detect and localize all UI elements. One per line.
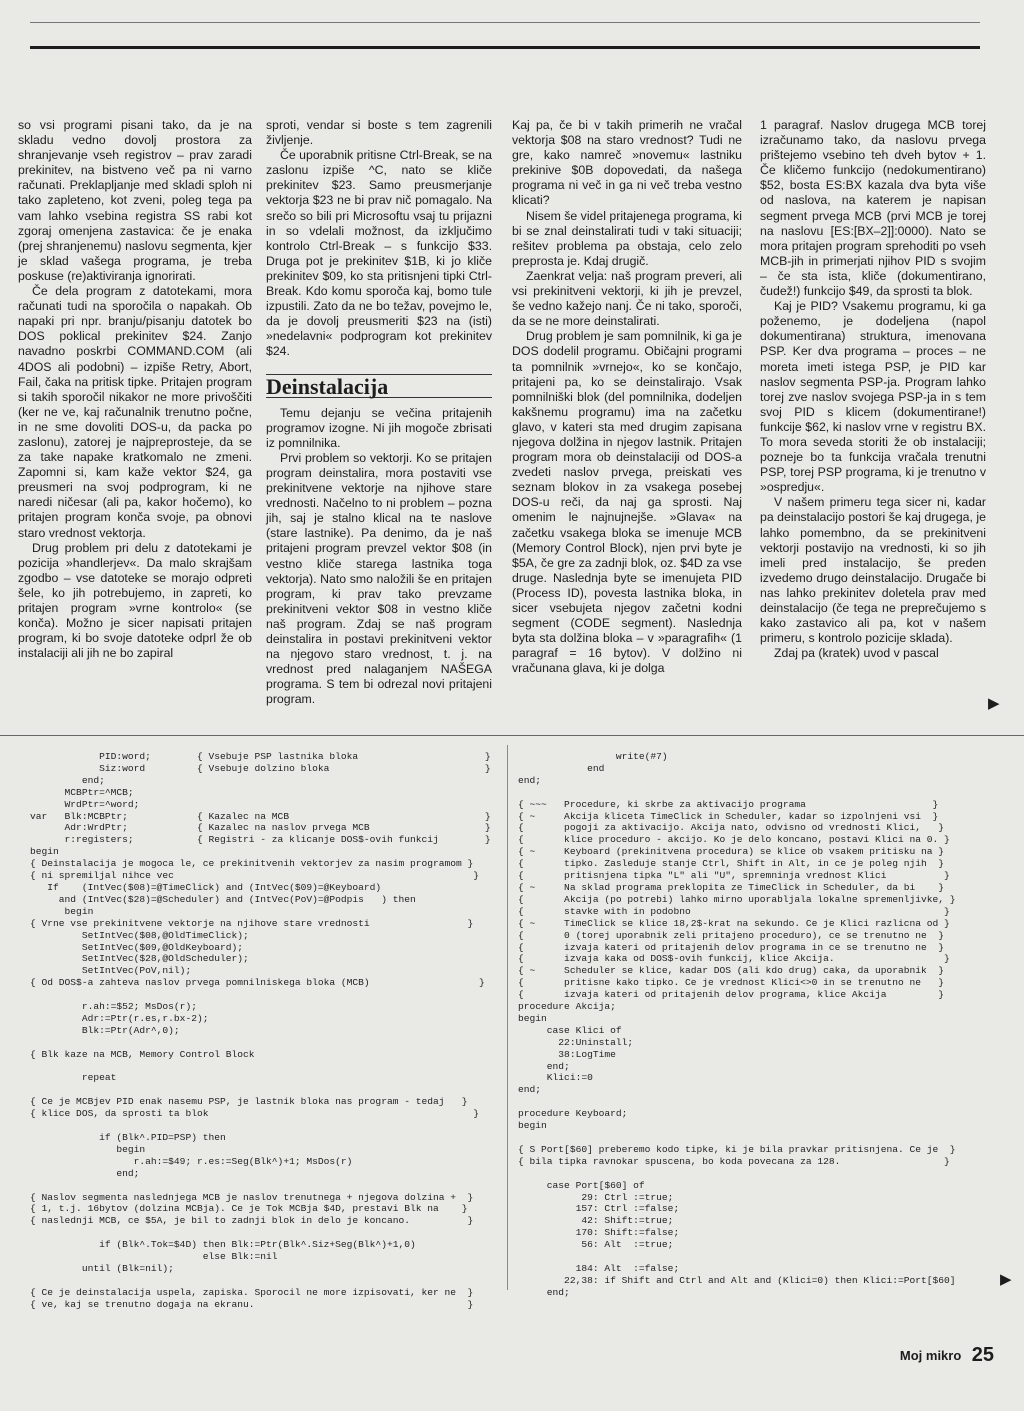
paragraph: so vsi programi pisani tako, da je na skladu vedno dovolj prostora za shranjevanje vseh registrov – prav zaradi prekinitev, na bistveno več pa ni varno računati. Preklapljanje med skladi sploh ni tako zapleteno, kot zveni, poleg tega pa vam lahko vsebina registra SS rabi kot zgoraj omenjena zastavica: če je enaka (prej shranjenemu) naslovu segmenta, kjer je sklad vašega programa, je treba poskuse (re)aktiviranja ignorirati.: [18, 118, 252, 283]
article-column-1: [18, 118, 252, 661]
paragraph: 1 paragraf. Naslov drugega MCB torej izračunamo tako, da naslovu prvega prištejemo vsebino teh dveh bytov + 1. Če kličemo funkcijo (nedokumentirano) $52, bosta ES:BX kazala dva byta više od naslova, na katerem je napisan segment prvega MCB (prvi MCB je torej na naslovu [ES:[BX–2]]:0000). Nato se mora pritajen program sprehoditi po vseh MCB-jih in primerjati njihov PID s svojim – če sta ista, kliče (dokumentirano, čudež!) funkcijo $49, da sprosti ta blok.: [760, 118, 986, 299]
magazine-name: Moj mikro: [899, 1348, 962, 1363]
paragraph: sproti, vendar si boste s tem zagrenili življenje.: [266, 118, 492, 148]
code-listing-left: PID:word; { Vsebuje PSP lastnika bloka } Siz:word { Vsebuje dolzino bloka } end; MCBPtr=^MCB; WrdPtr=^word; var Blk:MCBPtr; { Kazalec na MCB } Adr:WrdPtr; { Kazalec na naslov prvega MCB } r:registers; { Registri - za klicanje DOS$-ovih funkcij } begin { Deinstalacija je mogoca le, ce prekinitvenih vektorjev za nasim programom } { ni spremiljal nihce vec } If (IntVec($08)=@TimeClick) and (IntVec($09)=@Keyboard) and (IntVec($28)=@Scheduler) and (IntVec(PoV)=@Podpis ) then begin { Vrne vse prekinitvene vektorje na njihove stare vrednosti } SetIntVec($08,@OldTimeClick); SetIntVec($09,@OldKeyboard); SetIntVec($28,@OldScheduler); SetIntVec(PoV,nil); { Od DOS$-a zahteva naslov prvega pomnilniskega bloka (MCB) } r.ah:=$52; MsDos(r); Adr:=Ptr(r.es,r.bx-2); Blk:=Ptr(Adr^,0); { Blk kaze na MCB, Memory Control Block repeat { Ce je MCBjev PID enak nasemu PSP, je lastnik bloka nas program - tedaj } { klice DOS, da sprosti ta blok } if (Blk^.PID=PSP) then begin r.ah:=$49; r.es:=Seg(Blk^)+1; MsDos(r) end; { Naslov segmenta naslednjega MCB je naslov trenutnega + njegova dolzina + } { 1, t.j. 16bytov (dolzina MCBja). Ce je Tok MCBja $4D, prestavi Blk na } { naslednji MCB, ce $5A, je bil to zadnji blok in delo je koncano. } if (Blk^.Tok=$4D) then Blk:=Ptr(Blk^.Siz+Seg(Blk^)+1,0) else Blk:=nil until (Blk=nil); { Ce je deinstalacija uspela, zapiska. Sporocil ne more izpisovati, ker ne } { ve, kaj se trenutno dogaja na ekranu. }: [30, 751, 491, 1310]
top-rule: [30, 22, 980, 23]
article-column-2: [266, 118, 492, 707]
article-column-4: [760, 118, 986, 661]
header-rule: [30, 46, 980, 49]
paragraph: Če dela program z datotekami, mora računati tudi na sporočila o napakah. Ob napaki pri npr. branju/pisanju datotek bo DOS poklical prekinitev $24. Zanjo navadno poskrbi COMMAND.COM (ali 4DOS ali podobni) – izpiše Retry, Abort, Fail, čaka na pritisk tipke. Pritajen program si takih sporočil nikakor ne more privoščiti (ker ne ve, kaj računalnik trenutno počne, in ne sme dovoliti DOS-u, da packa po zaslonu), zatorej je najpreprosteje, da se za take napake kratkomalo ne zmeni. Zapomni si, kam kaže vektor $24, ga preusmeri na svoj podprogram, ki ne naredi ničesar (ali pa, kakor hočemo), ko pritajen program konča svoje, pa obnovi staro vrednost vektorja.: [18, 284, 252, 540]
code-continue-arrow-icon: ▶: [1000, 1271, 1012, 1288]
paragraph: Zdaj pa (kratek) uvod v pascal: [774, 646, 939, 661]
paragraph: Zaenkrat velja: naš program preveri, ali vsi prekinitveni vektorji, ki jih je prevzel, še vedno kažejo nanj. Če ni tako, sporoči, da se ne more deinstalirati.: [512, 268, 742, 329]
code-column-divider: [507, 745, 508, 1290]
continue-arrow-icon: ▶: [988, 695, 1000, 712]
paragraph: Nisem še videl pritajenega programa, ki bi se znal deinstalirati tudi v taki situaciji; rešitev problema pa obstaja, celo zelo preprosta je. Kdaj drugič.: [512, 208, 742, 268]
paragraph: Drug problem je sam pomnilnik, ki ga je DOS dodelil programu. Običajni programi ta pomnilnik »vrnejo«, ko se končajo, pritajeni pa, ko se deinstalirajo. Vsak pomnilniški blok (del pomnilnika, dodeljen kakšnemu programu) ima na začetku glavo, v kateri sta med drugim zapisana njegova dolžina in njegov lastnik. Pritajen program mora ob deinstalaciji od DOS-a zvedeti naslov prvega, preiskati ves seznam blokov in za vsakega posebej DOS-u reči, da naj ga sprosti. Naj omenim le najnujnejše. »Glava« na začetku vsakega bloka se imenuje MCB (Memory Control Block), njen prvi byte je $5A, če gre za zadnji blok, oz. $4D za vse druge. Naslednja byte se imenujeta PID (Process ID), povesta lastnika bloka, in sicer vsebujeta njegov začetni kodni segment (CODE segment). Naslednja byta sta dolžina bloka – v »paragrafih« (1 paragraf = 16 bytov). V dolžino ni vračunana glava, ki je dolga: [512, 329, 742, 676]
paragraph: Kaj je PID? Vsakemu programu, ki ga poženemo, je dodeljena (napol dokumentirana) struktura, imenovana PSP. Ker dva programa – proces – ne moreta imeti istega PSP, je PID kar naslov segmenta PSP-ja. Program lahko torej zve naslov svojega PSP-ja in s tem svoj PID s klicem (dokumentirane!) funkcije $62, ki naslov vrne v registru BX. To mora seveda storiti že ob instalaciji; pozneje bo ta funkcija vračala trenutni PSP, torej PSP programa, ki je trenutno v »ospredju«.: [760, 299, 986, 495]
code-listing-right: write(#7) end end; { ~~~ Procedure, ki skrbe za aktivacijo programa } { ~ Akcija kliceta TimeClick in Scheduler, kadar so izpolnjeni vsi } { pogoji za aktivacijo. Akcija nato, odvisno od vrednosti Klici, } { klice proceduro - akcijo. Ko je delo koncano, postavi Klici na 0. } { ~ Keyboard (prekinitvena procedura) se klice ob vsakem pritisku na } { tipko. Zasleduje stanje Ctrl, Shift in Alt, in ce je poleg njih } { pritisnjena tipka "L" ali "U", spremninja vrednost Klici } { ~ Na sklad programa preklopita ze TimeClick in Scheduler, da bi } { Akcija (po potrebi) lahko mirno uporabljala lokalne spremenljivke, } { stavke with in podobno } { ~ TimeClick se klice 18,2$-krat na sekundo. Ce je Klici razlicna od } { 0 (torej uporabnik zeli pritajeno proceduro), ce se trenutno ne } { izvaja kateri od pritajenih delov programa in ce se trenutno ne } { izvaja kaka od DOS$-ovih funkcij, klice Akcija. } { ~ Scheduler se klice, kadar DOS (ali kdo drug) caka, da uporabnik } { pritisne kako tipko. Ce je vrednost Klici<>0 in se trenutno ne } { izvaja kateri od pritajenih delov programa, klice Akcija } procedure Akcija; begin case Klici of 22:Uninstall; 38:LogTime end; Klici:=0 end; procedure Keyboard; begin { S Port[$60] preberemo kodo tipke, ki je bila pravkar pritisnjena. Ce je } { bila tipka ravnokar spuscena, bo koda povecana za 128. } case Port[$60] of 29: Ctrl :=true; 157: Ctrl :=false; 42: Shift:=true; 170: Shift:=false; 56: Alt :=true; 184: Alt :=false; 22,38: if Shift and Ctrl and Alt and (Klici=0) then Klici:=Port[$60] end;: [518, 751, 956, 1298]
paragraph: Če uporabnik pritisne Ctrl-Break, se na zaslonu izpiše ^C, nato se kliče prekinitev $23. Samo preusmerjanje vektorja $23 ne bi prav nič pomagalo. Na srečo so bili pri Microsoftu vsaj tu prijazni in so vdelali možnost, da izključimo kontrolo Ctrl-Break – s funkcijo $33. Druga pot je prekinitev $1B, ki jo kliče prekinitev $09, ko sta pritisnjeni tipki Ctrl-Break. Kdo komu sporoča kaj, bomo tule izpustili. Zato da ne bo težav, povejmo le, da je dovolj preusmeriti $23 na (isti) »nedelavni« podprogram kot prekinitev $24.: [266, 148, 492, 359]
page-number: 25: [971, 1344, 994, 1366]
paragraph: Kaj pa, če bi v takih primerih ne vračal vektorja $08 na staro vrednost? Tudi ne gre, kako namreč »novemu« lastniku prekinive $0B dopovedati, da našega programa ni več in ga ni več treba vestno klicati?: [512, 118, 742, 208]
paragraph: Temu dejanju se večina pritajenih programov izogne. Ni jih mogoče zbrisati iz pomnilnika.: [266, 405, 492, 450]
code-separator: [0, 735, 1024, 736]
paragraph: Prvi problem so vektorji. Ko se pritajen program deinstalira, mora postaviti vse prekinitvene vektorje na njihove stare vrednosti. Načelno to ni problem – pozna jih, saj je stalno klical na te naslove (stare lastnike). Pa denimo, da je naš pritajeni program prevzel vektor $08 (in vestno kliče starega lastnika toga vektorja). Nato smo naložili še en pritajen program, ki prav tako prevzame prekinitveni vektor $08 in vestno kliče naš program. Zdaj se naš program deinstalira in postavi prekinitveni vektor na njegovo staro vrednost, t. j. na vrednost pred nalaganjem NAŠEGA programa. S tem bi odrezal novi pritajeni program.: [266, 450, 492, 707]
article-column-3: [512, 118, 742, 676]
section-heading: Deinstalacija: [266, 374, 492, 398]
paragraph: V našem primeru tega sicer ni, kadar pa deinstalacijo postori še kaj drugega, je lahko pomembno, da se prekinitveni vektorji postavijo na vrednosti, ki so jih imeli pred instalacijo, še preden izvedemo drugo deinstalacijo. Drugače bi nas lahko prekinitev doletela prav med deinstalacijo (če tega ne preprečujemo s kako zastavico ali pa, kot v našem primeru, s kontrolo pozicije sklada).: [760, 495, 986, 646]
page-footer: [900, 1344, 994, 1367]
paragraph: Drug problem pri delu z datotekami je pozicija »handlerjev«. Da malo skrajšam zgodbo – vse datoteke se morajo odpreti šele, ko jih potrebujemo, in zapreti, ko pritajen program »vrne kontrolo« (se konča). Možno je sicer napisati pritajen program, ki bo svoje datoteke odprl že ob instalaciji ali jih ne bo zapiral: [18, 540, 252, 661]
